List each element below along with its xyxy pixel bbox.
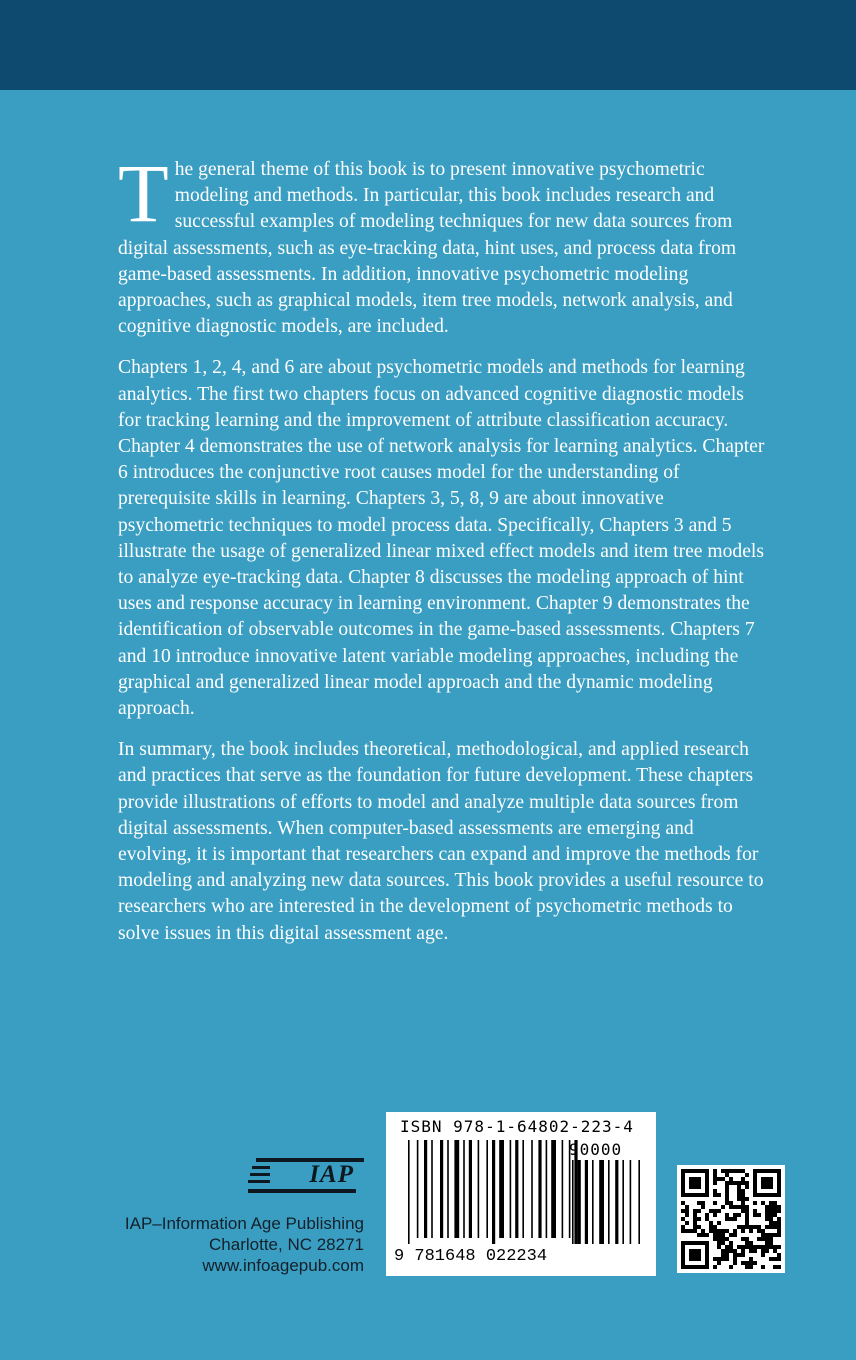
addon-barcode-bar bbox=[578, 1160, 581, 1244]
qr-module bbox=[761, 1237, 765, 1241]
qr-module bbox=[721, 1257, 725, 1261]
qr-module bbox=[761, 1249, 765, 1253]
qr-module bbox=[765, 1213, 769, 1217]
qr-code-icon bbox=[677, 1165, 785, 1273]
publisher-name: IAP–Information Age Publishing bbox=[124, 1214, 364, 1233]
qr-module bbox=[733, 1181, 737, 1185]
qr-module bbox=[717, 1261, 721, 1265]
qr-module bbox=[769, 1233, 773, 1237]
qr-module bbox=[693, 1213, 697, 1217]
qr-module bbox=[769, 1257, 773, 1261]
qr-module bbox=[709, 1229, 713, 1233]
qr-module bbox=[765, 1205, 769, 1209]
qr-module bbox=[773, 1265, 777, 1269]
barcode-bar bbox=[431, 1140, 433, 1238]
qr-module bbox=[733, 1261, 737, 1265]
qr-module bbox=[741, 1261, 745, 1265]
qr-module bbox=[721, 1241, 725, 1245]
qr-module bbox=[725, 1185, 729, 1189]
qr-module bbox=[769, 1237, 773, 1241]
qr-module bbox=[681, 1201, 685, 1205]
qr-module bbox=[753, 1213, 757, 1217]
qr-module bbox=[737, 1197, 741, 1201]
qr-module bbox=[769, 1209, 773, 1213]
qr-module bbox=[713, 1181, 717, 1185]
qr-module bbox=[757, 1237, 761, 1241]
top-band bbox=[0, 0, 856, 90]
barcode-bar bbox=[522, 1140, 524, 1238]
qr-module bbox=[741, 1237, 745, 1241]
isbn-barcode bbox=[386, 1112, 656, 1276]
qr-module bbox=[705, 1217, 709, 1221]
qr-module bbox=[737, 1213, 741, 1217]
qr-module bbox=[753, 1261, 757, 1265]
qr-module bbox=[745, 1209, 749, 1213]
qr-module bbox=[725, 1189, 729, 1193]
qr-module bbox=[725, 1213, 729, 1217]
qr-module bbox=[765, 1249, 769, 1253]
qr-module bbox=[765, 1233, 769, 1237]
qr-module bbox=[729, 1177, 733, 1181]
qr-module bbox=[773, 1245, 777, 1249]
qr-module bbox=[697, 1209, 701, 1213]
qr-module bbox=[769, 1205, 773, 1209]
qr-module bbox=[713, 1173, 717, 1177]
qr-module bbox=[729, 1169, 733, 1173]
publisher-city: Charlotte, NC 28271 bbox=[209, 1235, 364, 1254]
qr-module bbox=[681, 1209, 685, 1213]
qr-module bbox=[717, 1177, 721, 1181]
qr-module bbox=[717, 1233, 721, 1237]
qr-module bbox=[721, 1177, 725, 1181]
qr-module bbox=[713, 1237, 717, 1241]
qr-module bbox=[685, 1213, 689, 1217]
qr-module bbox=[713, 1201, 717, 1205]
addon-barcode-bar bbox=[622, 1160, 624, 1244]
barcode-bar bbox=[499, 1140, 504, 1238]
qr-module bbox=[685, 1221, 689, 1225]
barcode-bar bbox=[454, 1140, 459, 1238]
qr-module bbox=[741, 1253, 745, 1257]
qr-module bbox=[769, 1225, 773, 1229]
qr-module bbox=[773, 1257, 777, 1261]
qr-module bbox=[761, 1229, 765, 1233]
qr-module bbox=[725, 1201, 729, 1205]
qr-module bbox=[741, 1209, 745, 1213]
qr-module bbox=[713, 1229, 717, 1233]
qr-module bbox=[721, 1233, 725, 1237]
qr-module bbox=[717, 1245, 721, 1249]
qr-module bbox=[777, 1225, 781, 1229]
qr-module bbox=[693, 1209, 697, 1213]
qr-module bbox=[777, 1265, 781, 1269]
qr-module bbox=[725, 1229, 729, 1233]
qr-module bbox=[729, 1233, 733, 1237]
qr-module bbox=[709, 1225, 713, 1229]
qr-module bbox=[737, 1181, 741, 1185]
qr-module bbox=[765, 1217, 769, 1221]
qr-module bbox=[697, 1217, 701, 1221]
qr-module bbox=[701, 1229, 705, 1233]
qr-module bbox=[741, 1249, 745, 1253]
qr-module bbox=[745, 1265, 749, 1269]
publisher-block bbox=[60, 1158, 364, 1276]
qr-module bbox=[769, 1221, 773, 1225]
qr-module bbox=[749, 1257, 753, 1261]
qr-module bbox=[729, 1217, 733, 1221]
qr-module bbox=[737, 1245, 741, 1249]
qr-module bbox=[749, 1229, 753, 1233]
qr-module bbox=[769, 1217, 773, 1221]
barcode-bar bbox=[546, 1140, 548, 1238]
qr-module bbox=[769, 1245, 773, 1249]
qr-module bbox=[721, 1169, 725, 1173]
qr-module bbox=[761, 1253, 765, 1257]
qr-module bbox=[709, 1221, 713, 1225]
qr-module bbox=[769, 1241, 773, 1245]
paragraph-chapters: Chapters 1, 2, 4, and 6 are about psychometric models and methods for learning analytics. The first two chapters focus on advanced cognitive diagnostic models for tracking learning and the improvement of attribute classification accuracy. Chapter 4 demonstrates the use of network analysis for learning analytics. Chapter 6 introduces the conjunctive root causes model for the understanding of prerequisite skills in learning. Chapters 3, 5, 8, 9 are about innovative psychometric techniques to model process data. Specifically, Chapters 3 and 5 illustrate the usage of generalized linear mixed effect models and item tree models to analyze eye-tracking data. Chapter 8 discusses the modeling approach of hint uses and response accuracy in learning environment. Chapter 9 demonstrates the identification of observable outcomes in the game-based assessments. Chapters 7 and 10 introduce innovative latent variable modeling approaches, including the graphical and generalized linear model approach and the dynamic modeling approach. bbox=[118, 357, 765, 720]
qr-module bbox=[717, 1237, 721, 1241]
qr-module bbox=[737, 1185, 741, 1189]
qr-module bbox=[777, 1253, 781, 1257]
isbn-label: ISBN 978-1-64802-223-4 bbox=[400, 1117, 634, 1136]
barcode-bar bbox=[510, 1140, 512, 1238]
qr-module bbox=[721, 1237, 725, 1241]
qr-module bbox=[725, 1253, 729, 1257]
qr-module bbox=[761, 1245, 765, 1249]
paragraph-intro-text: he general theme of this book is to present innovative psychometric modeling and methods. In particular, this book includes research and successful examples of modeling techniques for new data sources from digital assessments, such as eye-tracking data, hint uses, and process data from game-based assessments. In addition, innovative psychometric modeling approaches, such as graphical models, item tree models, network analysis, and cognitive diagnostic models, are included. bbox=[118, 159, 737, 338]
qr-module bbox=[725, 1193, 729, 1197]
qr-module bbox=[717, 1241, 721, 1245]
qr-module bbox=[753, 1209, 757, 1213]
qr-module bbox=[733, 1205, 737, 1209]
qr-module bbox=[777, 1217, 781, 1221]
qr-module bbox=[777, 1209, 781, 1213]
qr-module bbox=[765, 1209, 769, 1213]
qr-module bbox=[761, 1201, 765, 1205]
qr-module bbox=[729, 1181, 733, 1185]
addon-barcode-bar bbox=[615, 1160, 618, 1244]
qr-module bbox=[737, 1205, 741, 1209]
qr-module bbox=[681, 1229, 685, 1233]
qr-module bbox=[749, 1241, 753, 1245]
qr-module bbox=[713, 1189, 717, 1193]
paragraph-summary: In summary, the book includes theoretical, methodological, and applied research and practices that serve as the foundation for future development. These chapters provide illustrations of efforts to model and analyze multiple data sources from digital assessments. When computer-based assessments are emerging and evolving, it is important that researchers can expand and improve the methods for modeling and analyzing new data sources. This book provides a useful resource to researchers who are interested in the development of psychometric methods to solve issues in this digital assessment age. bbox=[118, 739, 764, 944]
qr-module bbox=[717, 1221, 721, 1225]
barcode-bar bbox=[408, 1140, 410, 1244]
qr-module bbox=[777, 1221, 781, 1225]
qr-module bbox=[745, 1261, 749, 1265]
qr-module bbox=[749, 1225, 753, 1229]
qr-module bbox=[745, 1245, 749, 1249]
qr-module bbox=[773, 1221, 777, 1225]
qr-finder-center bbox=[689, 1249, 701, 1261]
qr-module bbox=[733, 1249, 737, 1253]
barcode-bar bbox=[515, 1140, 518, 1238]
qr-module bbox=[769, 1201, 773, 1205]
qr-module bbox=[741, 1193, 745, 1197]
qr-module bbox=[725, 1173, 729, 1177]
qr-finder-center bbox=[761, 1177, 773, 1189]
qr-module bbox=[737, 1169, 741, 1173]
qr-module bbox=[741, 1169, 745, 1173]
qr-module bbox=[773, 1233, 777, 1237]
qr-module bbox=[745, 1205, 749, 1209]
qr-module bbox=[713, 1213, 717, 1217]
qr-module bbox=[753, 1201, 757, 1205]
barcode-bar bbox=[538, 1140, 541, 1238]
qr-module bbox=[745, 1213, 749, 1217]
qr-module bbox=[737, 1193, 741, 1197]
qr-module bbox=[773, 1213, 777, 1217]
qr-module bbox=[745, 1241, 749, 1245]
qr-module bbox=[701, 1233, 705, 1237]
qr-module bbox=[741, 1205, 745, 1209]
qr-module bbox=[737, 1225, 741, 1229]
qr-module bbox=[773, 1201, 777, 1205]
qr-module bbox=[733, 1233, 737, 1237]
barcode-bar bbox=[492, 1140, 495, 1244]
qr-module bbox=[761, 1265, 765, 1269]
qr-module bbox=[713, 1225, 717, 1229]
addon-barcode-bar bbox=[608, 1160, 610, 1244]
qr-module bbox=[773, 1249, 777, 1253]
qr-module bbox=[685, 1209, 689, 1213]
qr-module bbox=[777, 1229, 781, 1233]
qr-module bbox=[733, 1213, 737, 1217]
qr-module bbox=[765, 1237, 769, 1241]
qr-module bbox=[725, 1257, 729, 1261]
qr-module bbox=[713, 1233, 717, 1237]
qr-module bbox=[745, 1221, 749, 1225]
qr-module bbox=[741, 1177, 745, 1181]
qr-module bbox=[745, 1173, 749, 1177]
qr-module bbox=[697, 1233, 701, 1237]
addon-barcode-bar bbox=[630, 1160, 632, 1244]
barcode-bar bbox=[478, 1140, 480, 1238]
qr-module bbox=[725, 1249, 729, 1253]
qr-module bbox=[753, 1225, 757, 1229]
qr-module bbox=[773, 1209, 777, 1213]
qr-module bbox=[769, 1213, 773, 1217]
qr-module bbox=[713, 1169, 717, 1173]
qr-module bbox=[733, 1169, 737, 1173]
barcode-bar bbox=[447, 1140, 449, 1238]
qr-module bbox=[729, 1265, 733, 1269]
qr-module bbox=[729, 1241, 733, 1245]
qr-module bbox=[729, 1249, 733, 1253]
qr-module bbox=[725, 1245, 729, 1249]
qr-module bbox=[729, 1205, 733, 1209]
qr-module bbox=[741, 1189, 745, 1193]
qr-module bbox=[685, 1205, 689, 1209]
qr-module bbox=[765, 1225, 769, 1229]
qr-module bbox=[681, 1225, 685, 1229]
addon-barcode-bar bbox=[638, 1160, 640, 1244]
qr-module bbox=[709, 1209, 713, 1213]
qr-module bbox=[741, 1197, 745, 1201]
qr-module bbox=[745, 1185, 749, 1189]
qr-module bbox=[701, 1201, 705, 1205]
qr-module bbox=[757, 1225, 761, 1229]
barcode-bar bbox=[531, 1140, 533, 1238]
qr-module bbox=[721, 1229, 725, 1233]
barcode-bar bbox=[463, 1140, 465, 1238]
qr-module bbox=[757, 1213, 761, 1217]
qr-module bbox=[705, 1233, 709, 1237]
qr-module bbox=[749, 1245, 753, 1249]
qr-module bbox=[777, 1233, 781, 1237]
addon-barcode-bar bbox=[592, 1160, 594, 1244]
qr-module bbox=[753, 1249, 757, 1253]
qr-module bbox=[745, 1237, 749, 1241]
qr-module bbox=[713, 1209, 717, 1213]
qr-module bbox=[721, 1249, 725, 1253]
qr-module bbox=[693, 1217, 697, 1221]
qr-module bbox=[745, 1181, 749, 1185]
back-cover-description bbox=[118, 147, 768, 962]
qr-module bbox=[777, 1245, 781, 1249]
qr-module bbox=[725, 1181, 729, 1185]
qr-module bbox=[757, 1245, 761, 1249]
qr-module bbox=[717, 1193, 721, 1197]
qr-module bbox=[777, 1257, 781, 1261]
qr-module bbox=[745, 1225, 749, 1229]
qr-module bbox=[693, 1221, 697, 1225]
qr-module bbox=[733, 1229, 737, 1233]
qr-module bbox=[685, 1229, 689, 1233]
qr-module bbox=[721, 1205, 725, 1209]
qr-module bbox=[729, 1245, 733, 1249]
qr-module bbox=[741, 1201, 745, 1205]
qr-module bbox=[725, 1237, 729, 1241]
barcode-bar bbox=[562, 1140, 564, 1238]
qr-module bbox=[725, 1197, 729, 1201]
barcode-bar bbox=[551, 1140, 556, 1238]
qr-module bbox=[773, 1205, 777, 1209]
qr-module bbox=[721, 1253, 725, 1257]
qr-module bbox=[701, 1205, 705, 1209]
qr-module bbox=[741, 1181, 745, 1185]
qr-module bbox=[713, 1257, 717, 1261]
qr-module bbox=[777, 1205, 781, 1209]
isbn-digits: 9 781648 022234 bbox=[394, 1247, 548, 1266]
barcode-bar bbox=[486, 1140, 488, 1238]
qr-module bbox=[773, 1225, 777, 1229]
qr-module bbox=[737, 1189, 741, 1193]
addon-barcode-bar bbox=[599, 1160, 604, 1244]
qr-module bbox=[749, 1265, 753, 1269]
qr-module bbox=[689, 1229, 693, 1233]
addon-barcode-bar bbox=[585, 1160, 588, 1244]
price-code: 90000 bbox=[569, 1140, 623, 1159]
qr-code bbox=[677, 1165, 785, 1273]
qr-module bbox=[717, 1229, 721, 1233]
qr-module bbox=[749, 1249, 753, 1253]
qr-module bbox=[729, 1201, 733, 1205]
qr-module bbox=[733, 1217, 737, 1221]
qr-module bbox=[697, 1201, 701, 1205]
qr-module bbox=[725, 1169, 729, 1173]
qr-module bbox=[717, 1209, 721, 1213]
qr-module bbox=[765, 1245, 769, 1249]
qr-module bbox=[733, 1257, 737, 1261]
qr-finder-center bbox=[689, 1177, 701, 1189]
qr-module bbox=[733, 1253, 737, 1257]
qr-module bbox=[741, 1229, 745, 1233]
qr-module bbox=[757, 1229, 761, 1233]
qr-module bbox=[697, 1225, 701, 1229]
qr-module bbox=[725, 1217, 729, 1221]
qr-module bbox=[717, 1257, 721, 1261]
iap-logo bbox=[248, 1158, 364, 1194]
barcode-bar bbox=[440, 1140, 443, 1238]
iap-logo-text: IAP bbox=[309, 1161, 354, 1188]
qr-module bbox=[753, 1245, 757, 1249]
qr-module bbox=[705, 1213, 709, 1217]
qr-module bbox=[741, 1245, 745, 1249]
qr-module bbox=[749, 1261, 753, 1265]
qr-module bbox=[713, 1177, 717, 1181]
barcode-bar bbox=[424, 1140, 427, 1238]
qr-module bbox=[713, 1193, 717, 1197]
qr-module bbox=[765, 1241, 769, 1245]
qr-module bbox=[737, 1253, 741, 1257]
barcode-bar bbox=[417, 1140, 419, 1238]
addon-barcode-bar bbox=[572, 1160, 574, 1244]
qr-module bbox=[745, 1197, 749, 1201]
qr-module bbox=[681, 1217, 685, 1221]
qr-module bbox=[713, 1265, 717, 1269]
barcode-bar bbox=[469, 1140, 472, 1238]
drop-cap: T bbox=[118, 147, 169, 239]
qr-module bbox=[693, 1229, 697, 1233]
paragraph-intro bbox=[118, 147, 768, 340]
qr-module bbox=[741, 1225, 745, 1229]
qr-module bbox=[693, 1225, 697, 1229]
qr-module bbox=[745, 1217, 749, 1221]
qr-module bbox=[761, 1233, 765, 1237]
publisher-website: www.infoagepub.com bbox=[202, 1256, 364, 1275]
